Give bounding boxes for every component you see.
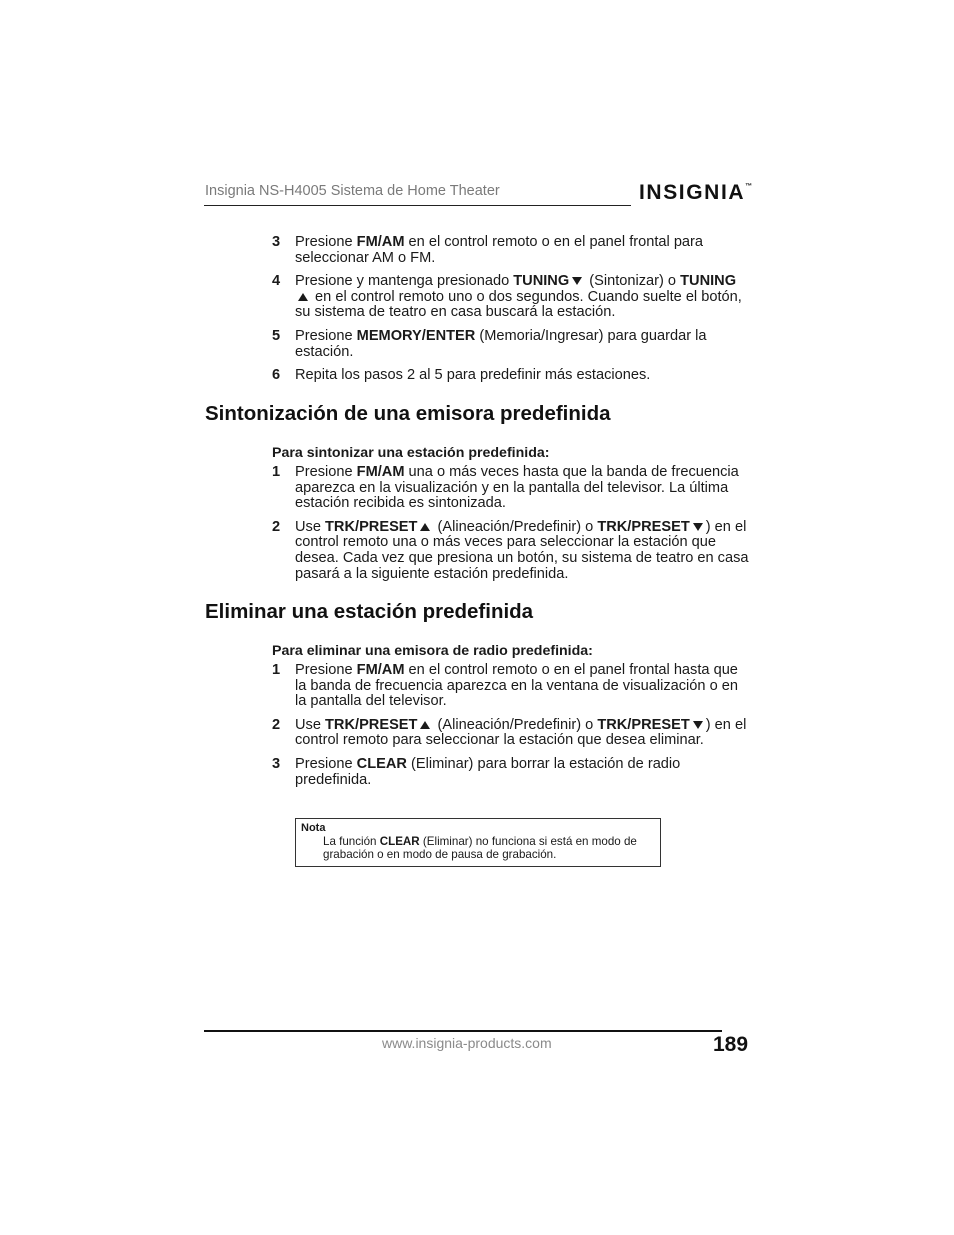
button-name-memory-enter: MEMORY/ENTER [356, 327, 476, 344]
step-3 [272, 235, 752, 266]
step-number: 6 [272, 367, 281, 384]
step-text: una o más veces hasta que la banda de frecuencia aparezca en la visualización y en la pantalla del televisor. La última estación recibida es sintonizada. [295, 464, 739, 512]
step-text: Presione [295, 234, 357, 250]
intro-steps-list [272, 235, 752, 392]
down-arrow-icon [572, 277, 582, 285]
note-text-part: (Eliminar) no funciona si está en modo de grabación o en modo de pausa de grabación. [323, 835, 637, 861]
button-name-tuning: TUNING [513, 273, 570, 290]
step-text: Use [295, 716, 326, 733]
procedure-heading-delete-preset: Para eliminar una emisora de radio predefinida: [272, 643, 593, 659]
step-number: 4 [272, 273, 281, 290]
button-name-tuning: TUNING [680, 273, 737, 290]
section-heading-delete-preset: Eliminar una estación predefinida [205, 600, 534, 623]
header-rule [204, 205, 631, 206]
note-box [295, 818, 661, 867]
up-arrow-icon [298, 293, 308, 301]
delete-preset-steps-list [272, 663, 752, 796]
step-text: Presione [295, 755, 357, 772]
down-arrow-icon [693, 523, 703, 531]
logo-trademark: ™ [745, 183, 753, 190]
page-number: 189 [713, 1033, 749, 1056]
step-text: (Eliminar) para borrar la estación de radio predefinida. [295, 755, 681, 788]
note-text [323, 835, 655, 861]
step-text: Use [295, 518, 326, 535]
step-1 [272, 465, 752, 512]
up-arrow-icon [420, 721, 430, 729]
step-text: ) en el control remoto para seleccionar la estación que desea eliminar. [295, 716, 747, 749]
tune-preset-steps-list [272, 465, 752, 590]
footer-url: www.insignia-products.com [382, 1035, 552, 1051]
button-name-clear: CLEAR [356, 755, 407, 772]
step-text: (Memoria/Ingresar) para guardar la estación. [295, 327, 707, 360]
step-number: 5 [272, 327, 281, 344]
step-text: Repita los pasos 2 al 5 para predefinir más estaciones. [295, 367, 651, 384]
step-number: 1 [272, 662, 281, 678]
step-text: Presione [295, 327, 357, 344]
up-arrow-icon [420, 523, 430, 531]
button-name-trk-preset: TRK/PRESET [597, 518, 690, 535]
step-2 [272, 718, 752, 749]
button-name-clear: CLEAR [379, 835, 420, 848]
button-name-trk-preset: TRK/PRESET [325, 518, 418, 535]
step-number: 3 [272, 234, 281, 250]
step-text: en el control remoto o en el panel frontal hasta que la banda de frecuencia aparezca en la ventana de visualización o en la pantalla del televisor. [295, 662, 738, 710]
insignia-logo [639, 181, 752, 205]
step-5 [272, 329, 752, 360]
step-text: ) en el control remoto una o más veces para seleccionar la estación que desea. Cada vez que presiona un botón, su sistema de teatro en casa pasará a la siguiente estación predefinida. [295, 518, 749, 582]
step-2 [272, 520, 752, 582]
button-name-trk-preset: TRK/PRESET [325, 716, 418, 733]
button-name-fm-am: FM/AM [356, 464, 405, 480]
step-text: (Sintonizar) o [585, 273, 681, 290]
button-name-fm-am: FM/AM [356, 234, 405, 250]
button-name-trk-preset: TRK/PRESET [597, 716, 690, 733]
step-number: 3 [272, 755, 281, 772]
step-3 [272, 757, 752, 788]
step-text: Presione [295, 662, 357, 678]
procedure-heading-tune-preset: Para sintonizar una estación predefinida: [272, 445, 550, 461]
step-6 [272, 368, 752, 384]
footer-rule [204, 1030, 722, 1032]
logo-text: INSIGNIA [639, 181, 746, 204]
section-heading-tune-preset: Sintonización de una emisora predefinida [205, 402, 611, 425]
step-number: 2 [272, 716, 281, 733]
step-text: en el control remoto o en el panel frontal para seleccionar AM o FM. [295, 234, 704, 266]
step-text: (Alineación/Predefinir) o [433, 716, 598, 733]
step-4 [272, 274, 752, 321]
step-text: Presione [295, 464, 357, 480]
step-text: Presione y mantenga presionado [295, 273, 514, 290]
note-text-part: La función [323, 835, 380, 848]
step-number: 2 [272, 518, 281, 535]
step-text: (Alineación/Predefinir) o [433, 518, 598, 535]
running-header-title: Insignia NS-H4005 Sistema de Home Theater [205, 183, 500, 199]
note-label: Nota [301, 822, 326, 834]
step-1 [272, 663, 752, 710]
button-name-fm-am: FM/AM [356, 662, 405, 678]
down-arrow-icon [693, 721, 703, 729]
step-number: 1 [272, 464, 281, 480]
step-text: en el control remoto uno o dos segundos. Cuando suelte el botón, su sistema de teatro en casa buscará la estación. [295, 288, 742, 321]
